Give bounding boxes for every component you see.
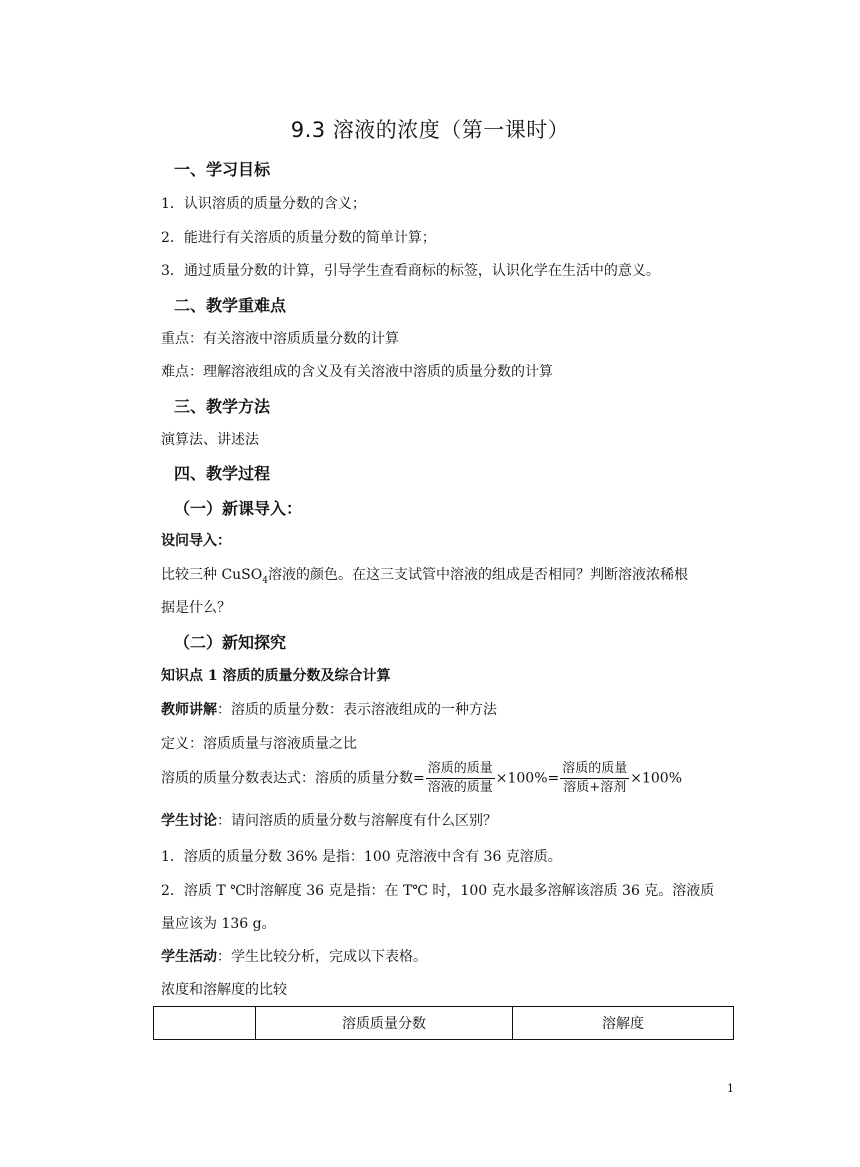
subheading-new-knowledge: （二）新知探究 — [174, 633, 287, 652]
formula-mid: ×100%= — [495, 770, 560, 787]
intro-paragraph-line2: 据是什么？ — [161, 600, 231, 616]
page-number: 1 — [727, 1082, 734, 1095]
formula-suffix: ×100% — [630, 770, 683, 787]
fraction-2 — [560, 760, 629, 797]
subheading-intro: （一）新课导入： — [174, 499, 303, 518]
discussion-point-1: 1．溶质的质量分数 36% 是指：100 克溶液中含有 36 克溶质。 — [161, 849, 562, 865]
fraction-1-denominator: 溶液的质量 — [427, 780, 493, 795]
discuss-text: ：请问溶质的质量分数与溶解度有什么区别？ — [217, 813, 497, 829]
teacher-label: 教师讲解 — [161, 702, 217, 718]
keypoint-difficulty: 难点：理解溶液组成的含义及有关溶液中溶质的质量分数的计算 — [161, 364, 553, 380]
intro-label: 设问导入： — [161, 533, 231, 549]
keypoint-focus: 重点：有关溶液中溶质质量分数的计算 — [161, 331, 399, 347]
comparison-table — [153, 1006, 734, 1040]
fraction-2-denominator: 溶质+溶剂 — [563, 780, 627, 795]
student-discussion — [161, 810, 497, 830]
fraction-2-numerator: 溶质的质量 — [560, 760, 629, 779]
page-title: 9.3 溶液的浓度（第一课时） — [290, 118, 570, 142]
discussion-point-2-line2: 量应该为 136 g。 — [161, 916, 276, 932]
objective-item: 2．能进行有关溶质的质量分数的简单计算； — [161, 230, 436, 246]
student-activity — [161, 946, 427, 966]
intro-subscript: 4 — [262, 575, 268, 586]
section-heading-objectives: 一、学习目标 — [174, 160, 271, 179]
formula-line — [161, 760, 682, 797]
table-header-cell — [154, 1007, 256, 1040]
objective-item: 1．认识溶质的质量分数的含义； — [161, 196, 366, 212]
table-caption: 浓度和溶解度的比较 — [161, 982, 287, 998]
section-heading-methods: 三、教学方法 — [174, 397, 271, 416]
table-row — [154, 1007, 734, 1040]
formula-prefix: 溶质的质量分数表达式：溶质的质量分数= — [161, 770, 425, 787]
teacher-explanation — [161, 699, 497, 719]
objective-item: 3．通过质量分数的计算，引导学生查看商标的标签，认识化学在生活中的意义。 — [161, 263, 660, 279]
section-heading-process: 四、教学过程 — [174, 464, 271, 483]
discussion-point-2-line1: 2．溶质 T ℃时溶解度 36 克是指：在 T℃ 时，100 克水最多溶解该溶质 36 克。溶液质 — [161, 883, 715, 899]
knowledge-point-title: 知识点 1 溶质的质量分数及综合计算 — [161, 668, 391, 684]
definition-text: 定义：溶质质量与溶液质量之比 — [161, 736, 357, 752]
activity-text: ：学生比较分析，完成以下表格。 — [217, 949, 427, 965]
intro-text-b: 溶液的颜色。在这三支试管中溶液的组成是否相同？判断溶液浓稀根 — [267, 567, 688, 583]
table-header-cell: 溶解度 — [513, 1007, 734, 1040]
intro-paragraph-line1 — [161, 564, 688, 586]
discuss-label: 学生讨论 — [161, 813, 217, 829]
fraction-1 — [426, 760, 495, 797]
activity-label: 学生活动 — [161, 949, 217, 965]
methods-text: 演算法、讲述法 — [161, 432, 259, 448]
section-heading-keypoints: 二、教学重难点 — [174, 296, 287, 315]
fraction-1-numerator: 溶质的质量 — [426, 760, 495, 779]
teacher-text: ：溶质的质量分数：表示溶液组成的一种方法 — [217, 702, 497, 718]
intro-text-a: 比较三种 CuSO — [161, 567, 263, 583]
table-header-cell: 溶质质量分数 — [256, 1007, 513, 1040]
